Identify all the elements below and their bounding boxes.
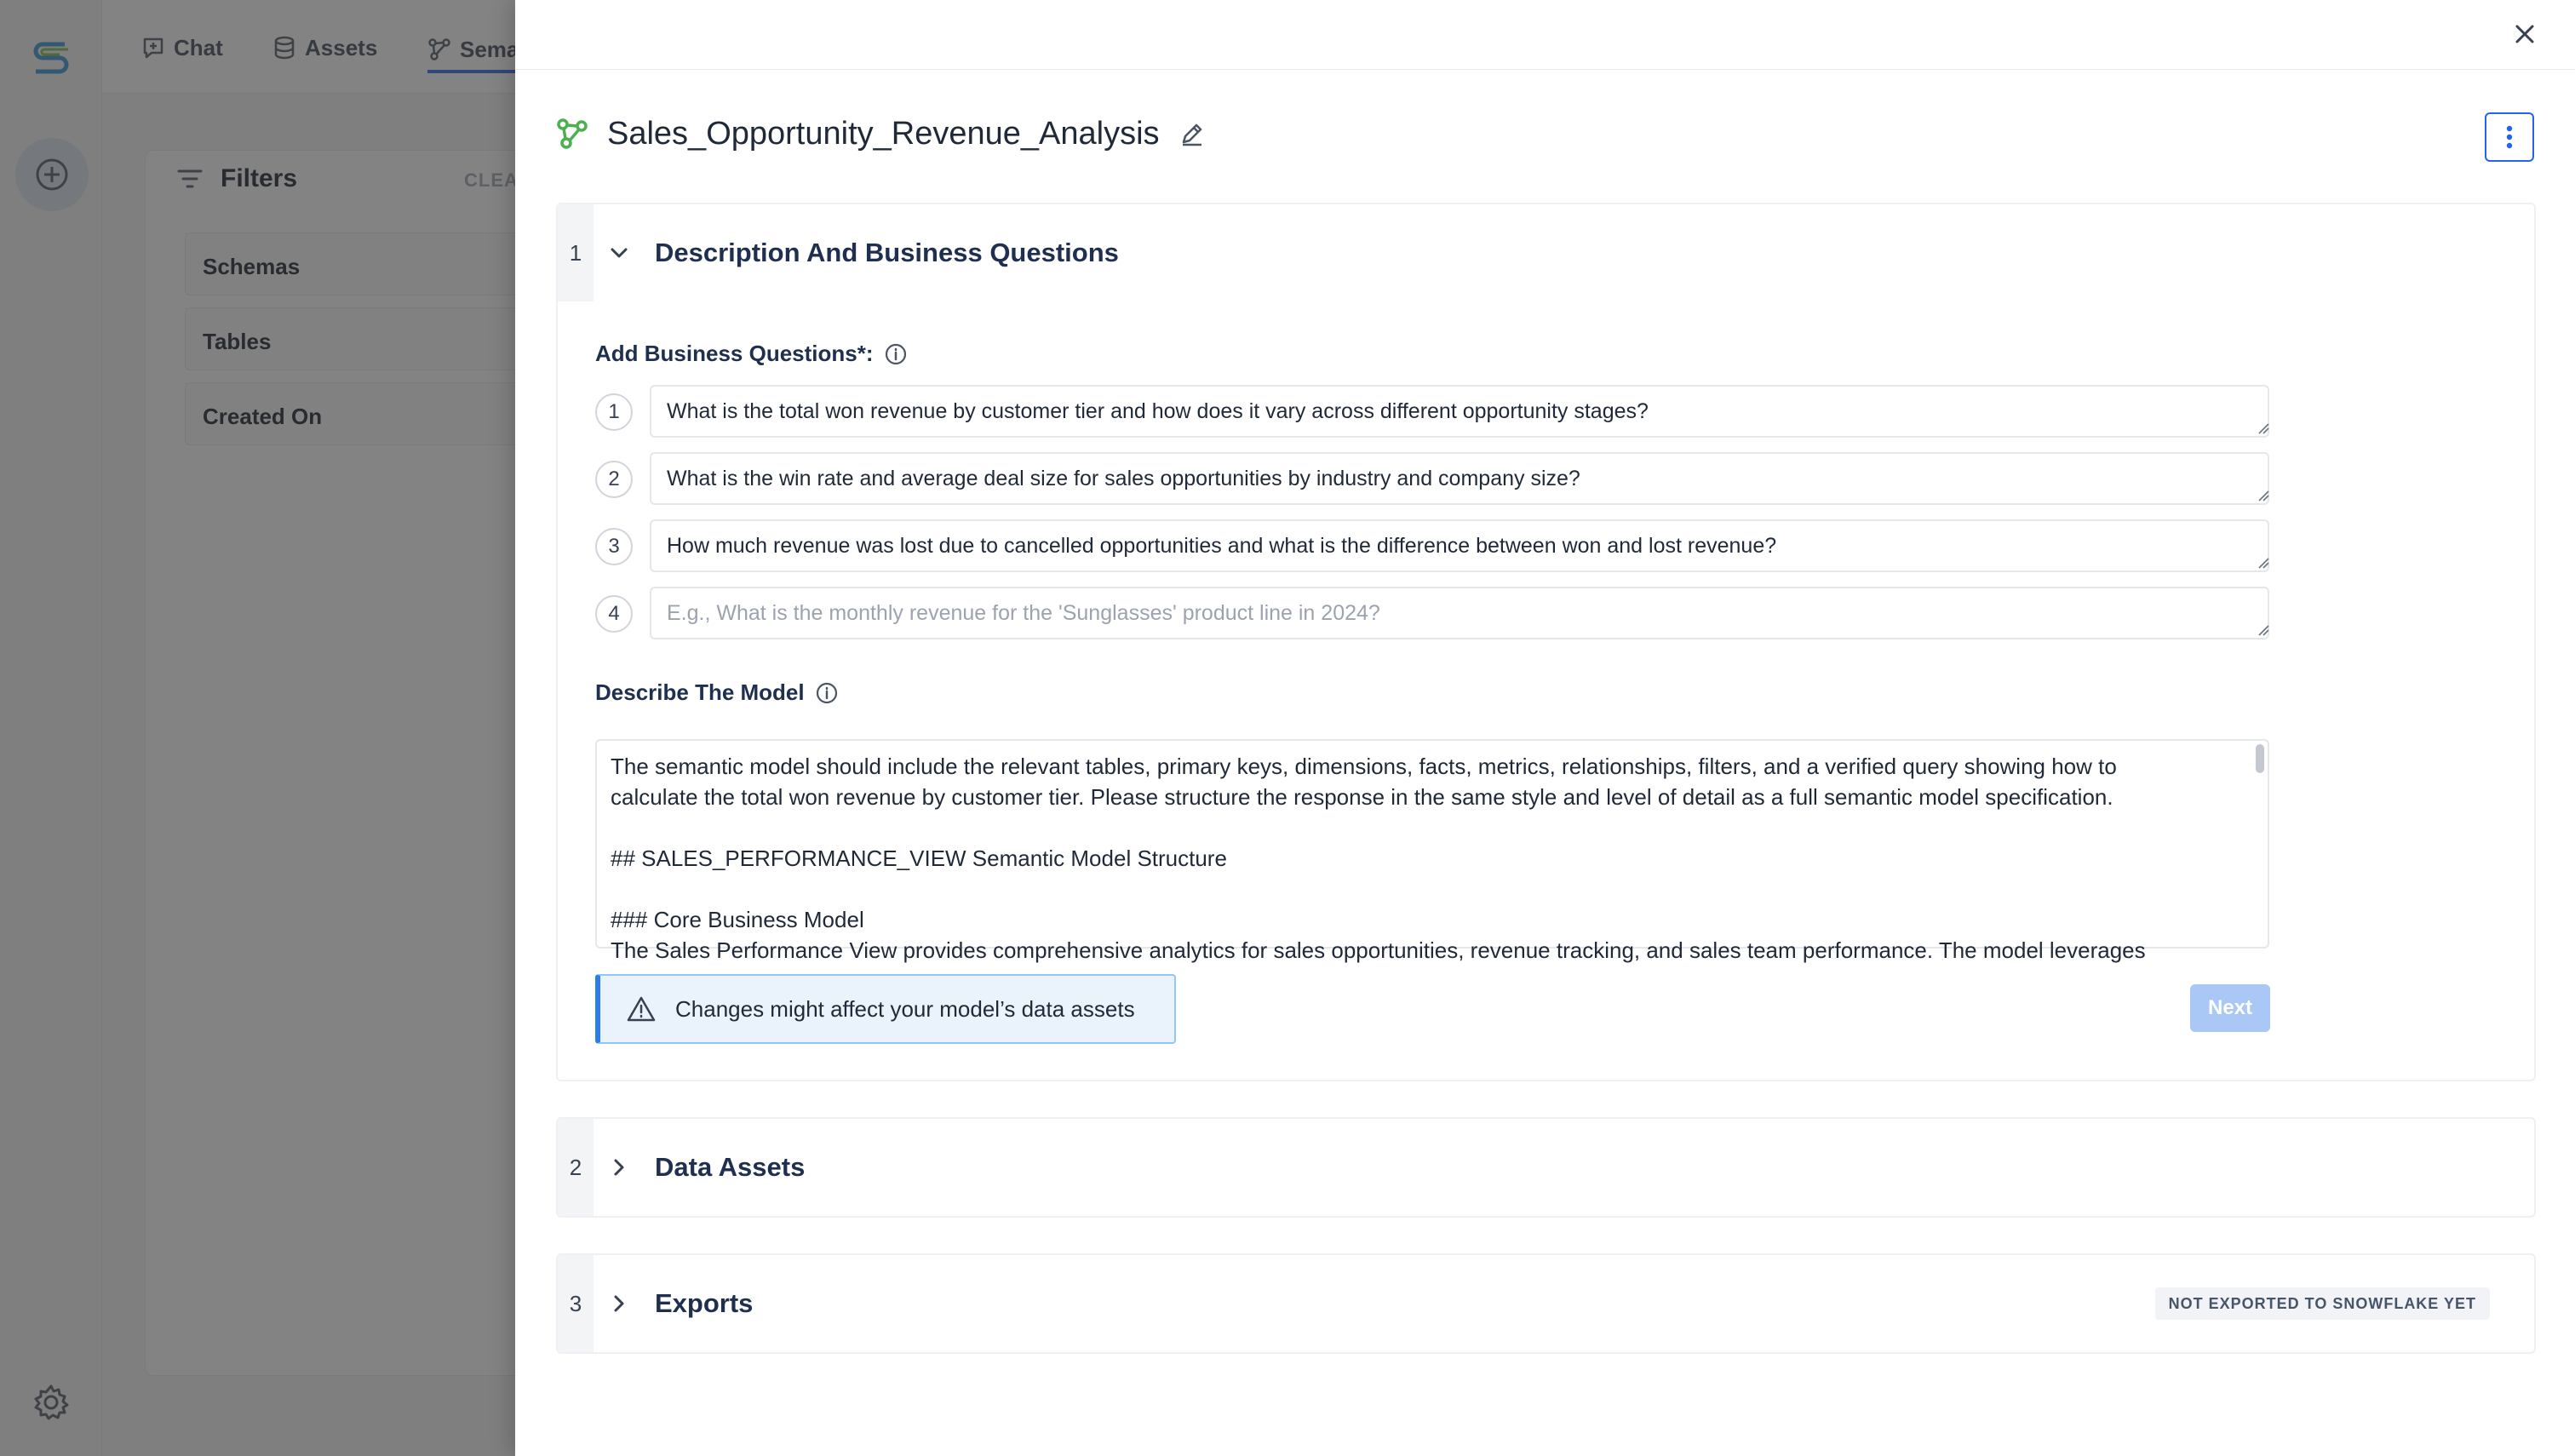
- model-drawer: [515, 0, 2575, 1456]
- business-question-input[interactable]: [650, 519, 2269, 572]
- warning-text: Changes might affect your model’s data assets: [675, 995, 1135, 1022]
- section-number: 1: [558, 204, 594, 301]
- description-line: [611, 812, 2237, 843]
- resize-handle-icon[interactable]: [2257, 557, 2269, 569]
- description-line: [611, 874, 2237, 904]
- close-button[interactable]: [2506, 15, 2543, 53]
- section-data-assets: [556, 1117, 2536, 1218]
- section-title: Description And Business Questions: [655, 238, 1119, 267]
- semantic-model-icon: [556, 118, 588, 150]
- business-question-input[interactable]: [650, 587, 2269, 639]
- export-status-badge: NOT EXPORTED TO SNOWFLAKE YET: [2155, 1287, 2490, 1320]
- business-question-input[interactable]: [650, 452, 2269, 505]
- business-question-input[interactable]: [650, 385, 2269, 438]
- warning-banner: [595, 974, 1176, 1044]
- business-question-row: [595, 519, 2273, 572]
- describe-model-label: [595, 679, 839, 706]
- section-header-description[interactable]: [609, 204, 1119, 301]
- description-line: ## SALES_PERFORMANCE_VIEW Semantic Model Structure: [611, 846, 1227, 871]
- kebab-menu-icon: [2505, 124, 2514, 150]
- section-description: [556, 203, 2536, 1081]
- resize-handle-icon[interactable]: [2257, 422, 2269, 434]
- scrollbar-thumb[interactable]: [2256, 744, 2264, 773]
- info-icon[interactable]: [884, 342, 908, 366]
- section-number: 2: [558, 1119, 594, 1216]
- section-number: 3: [558, 1255, 594, 1352]
- model-title-row: [556, 111, 1206, 157]
- more-options-button[interactable]: [2485, 112, 2534, 162]
- business-questions-label-text: Add Business Questions*:: [595, 341, 874, 366]
- question-number: 3: [595, 528, 633, 565]
- info-icon[interactable]: [815, 681, 839, 705]
- question-number: 4: [595, 595, 633, 633]
- resize-handle-icon[interactable]: [2257, 490, 2269, 502]
- model-description-textarea[interactable]: [595, 739, 2269, 963]
- warning-triangle-icon: [626, 995, 657, 1023]
- edit-pencil-icon[interactable]: [1179, 120, 1206, 147]
- model-title: Sales_Opportunity_Revenue_Analysis: [607, 115, 1160, 152]
- business-question-row: [595, 452, 2273, 505]
- question-number: 1: [595, 393, 633, 431]
- description-line: The semantic model should include the relevant tables, primary keys, dimensions, facts, metrics, relationships, filters, and a verified query showing how to: [611, 754, 2117, 779]
- next-button[interactable]: Next: [2190, 984, 2270, 1032]
- section-title: Data Assets: [655, 1152, 806, 1182]
- close-icon: [2513, 22, 2537, 46]
- drawer-topbar: [515, 0, 2575, 70]
- section-exports: [556, 1253, 2536, 1354]
- business-question-row: [595, 385, 2273, 438]
- section-title: Exports: [655, 1288, 754, 1318]
- chevron-right-icon: [609, 1293, 629, 1314]
- section-header-data-assets[interactable]: [609, 1119, 805, 1216]
- description-line: The Sales Performance View provides comprehensive analytics for sales opportunities, revenue tracking, and sales team performance. The model leverages: [611, 937, 2146, 963]
- business-question-row: [595, 587, 2273, 639]
- chevron-down-icon: [609, 243, 629, 263]
- resize-handle-icon[interactable]: [2257, 624, 2269, 636]
- describe-model-label-text: Describe The Model: [595, 679, 805, 705]
- description-line: calculate the total won revenue by customer tier. Please structure the response in the same style and level of detail as a full semantic model specification.: [611, 784, 2113, 810]
- chevron-right-icon: [609, 1157, 629, 1178]
- business-questions-label: [595, 341, 908, 367]
- question-number: 2: [595, 461, 633, 498]
- description-line: ### Core Business Model: [611, 907, 864, 932]
- section-header-exports[interactable]: [609, 1255, 753, 1352]
